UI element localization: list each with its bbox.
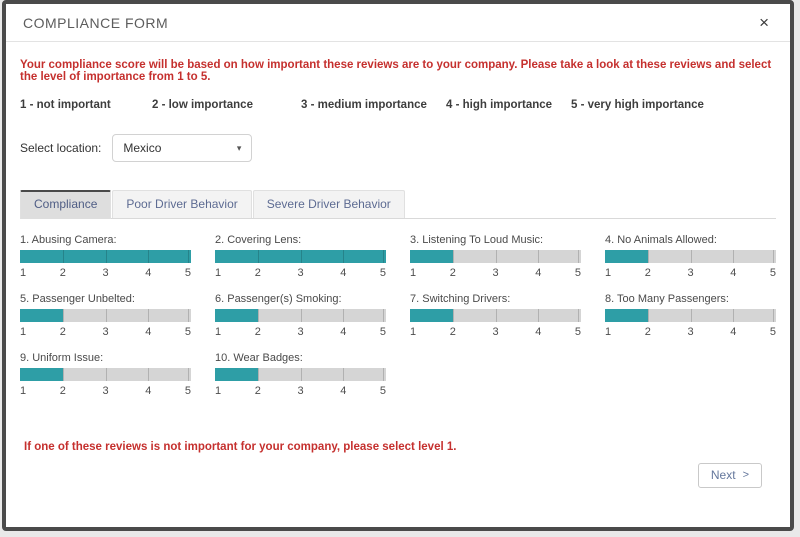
tick-label: 4: [340, 267, 347, 279]
tick-label: 4: [535, 326, 542, 338]
tick-label: 5: [769, 326, 776, 338]
tick-label: 5: [574, 267, 581, 279]
legend-item-3: 3 - medium importance: [301, 99, 427, 111]
importance-slider: [605, 293, 776, 339]
tick-label: 5: [574, 326, 581, 338]
slider-track[interactable]: [20, 309, 191, 322]
tick-label: 5: [184, 267, 191, 279]
slider-track[interactable]: [605, 250, 776, 263]
slider-fill[interactable]: [410, 309, 453, 322]
slider-tick: [691, 250, 692, 263]
slider-tick: [343, 309, 344, 322]
slider-tick: [453, 250, 454, 263]
tick-label: 4: [730, 267, 737, 279]
tick-label: 2: [449, 267, 456, 279]
slider-tick: [578, 250, 579, 263]
tick-label: 5: [379, 326, 386, 338]
importance-slider: [410, 234, 581, 280]
tick-label: 5: [769, 267, 776, 279]
slider-fill[interactable]: [215, 309, 258, 322]
slider-label: 3. Listening To Loud Music:: [410, 234, 544, 246]
slider-track[interactable]: [215, 309, 386, 322]
slider-track[interactable]: [215, 368, 386, 381]
slider-tick-labels: [215, 267, 386, 280]
slider-fill[interactable]: [20, 309, 63, 322]
tick-label: 5: [379, 385, 386, 397]
tick-label: 1: [410, 267, 417, 279]
slider-fill[interactable]: [605, 309, 648, 322]
tick-label: 3: [687, 267, 694, 279]
slider-tick: [496, 250, 497, 263]
slider-tick: [258, 309, 259, 322]
next-button-label: Next: [710, 468, 736, 482]
tick-label: 4: [535, 267, 542, 279]
slider-label: 7. Switching Drivers:: [410, 293, 511, 305]
tick-label: 5: [379, 267, 386, 279]
dialog-title: COMPLIANCE FORM: [23, 14, 169, 31]
slider-tick: [301, 368, 302, 381]
tick-label: 2: [644, 326, 651, 338]
slider-label: 1. Abusing Camera:: [20, 234, 117, 246]
slider-fill[interactable]: [605, 250, 648, 263]
slider-tick-labels: [20, 267, 191, 280]
tick-label: 2: [59, 326, 66, 338]
tab-poor-driver-behavior[interactable]: Poor Driver Behavior: [112, 190, 251, 218]
importance-slider: [20, 234, 191, 280]
slider-tick-labels: [215, 326, 386, 339]
slider-tick: [496, 309, 497, 322]
slider-tick-labels: [20, 326, 191, 339]
tick-label: 1: [20, 385, 27, 397]
slider-tick: [343, 250, 344, 263]
importance-sliders-grid: [20, 234, 776, 398]
slider-track[interactable]: [20, 368, 191, 381]
slider-tick: [538, 309, 539, 322]
slider-tick: [106, 309, 107, 322]
slider-track[interactable]: [410, 309, 581, 322]
tick-label: 2: [254, 267, 261, 279]
tick-label: 1: [215, 326, 222, 338]
slider-tick-labels: [410, 326, 581, 339]
importance-slider: [410, 293, 581, 339]
slider-tick: [343, 368, 344, 381]
tick-label: 5: [184, 385, 191, 397]
slider-tick: [538, 250, 539, 263]
slider-label: 8. Too Many Passengers:: [605, 293, 729, 305]
tick-label: 4: [730, 326, 737, 338]
slider-tick: [106, 368, 107, 381]
tick-label: 4: [145, 385, 152, 397]
dialog-content: [6, 59, 790, 398]
dialog-footer: [698, 463, 762, 488]
slider-tick: [733, 309, 734, 322]
legend-item-4: 4 - high importance: [446, 99, 553, 111]
importance-slider: [215, 234, 386, 280]
slider-tick: [258, 368, 259, 381]
slider-label: 10. Wear Badges:: [215, 352, 303, 364]
tick-label: 2: [254, 326, 261, 338]
slider-tick: [383, 250, 384, 263]
tick-label: 4: [340, 385, 347, 397]
tick-label: 4: [145, 267, 152, 279]
tick-label: 3: [492, 267, 499, 279]
tick-label: 5: [184, 326, 191, 338]
slider-track[interactable]: [20, 250, 191, 263]
slider-label: 9. Uniform Issue:: [20, 352, 104, 364]
slider-label: 2. Covering Lens:: [215, 234, 302, 246]
tabs-row: [20, 190, 776, 219]
tick-label: 3: [687, 326, 694, 338]
tick-label: 1: [605, 267, 612, 279]
chevron-down-icon: ▾: [236, 142, 242, 153]
next-button[interactable]: [698, 463, 762, 488]
slider-tick-labels: [215, 385, 386, 398]
tick-label: 1: [215, 385, 222, 397]
slider-tick: [578, 309, 579, 322]
slider-tick: [453, 309, 454, 322]
slider-tick: [63, 250, 64, 263]
tick-label: 3: [102, 267, 109, 279]
tick-label: 2: [59, 385, 66, 397]
slider-tick: [63, 368, 64, 381]
behavior-tabstrip: [20, 190, 776, 219]
tick-label: 3: [102, 385, 109, 397]
slider-tick-labels: [605, 326, 776, 339]
importance-slider: [215, 293, 386, 339]
slider-tick: [733, 250, 734, 263]
slider-tick-labels: [20, 385, 191, 398]
tick-label: 3: [297, 385, 304, 397]
slider-track[interactable]: [410, 250, 581, 263]
slider-tick-labels: [605, 267, 776, 280]
slider-tick: [148, 250, 149, 263]
tab-compliance[interactable]: Compliance: [20, 190, 111, 219]
slider-tick: [63, 309, 64, 322]
tick-label: 1: [215, 267, 222, 279]
legend-item-2: 2 - low importance: [152, 99, 253, 111]
tab-severe-driver-behavior[interactable]: Severe Driver Behavior: [253, 190, 405, 218]
tick-label: 3: [297, 326, 304, 338]
slider-tick: [691, 309, 692, 322]
importance-scale-legend: [20, 99, 776, 111]
slider-tick: [773, 250, 774, 263]
close-icon[interactable]: ×: [759, 13, 769, 32]
slider-track[interactable]: [605, 309, 776, 322]
importance-slider: [605, 234, 776, 280]
legend-item-1: 1 - not important: [20, 99, 111, 111]
importance-slider: [20, 352, 191, 398]
slider-fill[interactable]: [20, 368, 63, 381]
slider-tick: [648, 250, 649, 263]
slider-label: 5. Passenger Unbelted:: [20, 293, 135, 305]
slider-tick: [773, 309, 774, 322]
tick-label: 2: [449, 326, 456, 338]
slider-track[interactable]: [215, 250, 386, 263]
tick-label: 2: [59, 267, 66, 279]
tick-label: 1: [20, 326, 27, 338]
slider-tick: [188, 368, 189, 381]
location-dropdown[interactable]: [112, 134, 252, 162]
tick-label: 4: [340, 326, 347, 338]
tick-label: 3: [102, 326, 109, 338]
chevron-right-icon: >: [742, 469, 749, 481]
slider-tick: [188, 250, 189, 263]
tick-label: 1: [605, 326, 612, 338]
location-label: Select location:: [20, 141, 102, 155]
slider-fill[interactable]: [215, 368, 258, 381]
tick-label: 1: [410, 326, 417, 338]
location-selected-value: Mexico: [123, 141, 162, 155]
slider-tick: [383, 368, 384, 381]
bottom-instruction-text: If one of these reviews is not important for your company, please select level 1.: [24, 441, 457, 453]
slider-tick: [106, 250, 107, 263]
legend-item-5: 5 - very high importance: [571, 99, 704, 111]
tick-label: 2: [254, 385, 261, 397]
slider-label: 4. No Animals Allowed:: [605, 234, 717, 246]
slider-tick: [148, 309, 149, 322]
slider-tick: [301, 309, 302, 322]
compliance-form-dialog: [2, 0, 794, 531]
slider-tick-labels: [410, 267, 581, 280]
slider-tick: [648, 309, 649, 322]
importance-slider: [215, 352, 386, 398]
top-instruction-text: Your compliance score will be based on how important these reviews are to your company. Please take a look at these reviews and select the level of importance from 1 to 5.: [20, 59, 772, 83]
dialog-header: [6, 4, 790, 42]
slider-tick: [383, 309, 384, 322]
location-row: [20, 134, 776, 162]
tick-label: 4: [145, 326, 152, 338]
slider-tick: [188, 309, 189, 322]
tick-label: 2: [644, 267, 651, 279]
slider-fill[interactable]: [410, 250, 453, 263]
importance-slider: [20, 293, 191, 339]
slider-tick: [148, 368, 149, 381]
tick-label: 1: [20, 267, 27, 279]
tick-label: 3: [297, 267, 304, 279]
tick-label: 3: [492, 326, 499, 338]
slider-tick: [258, 250, 259, 263]
slider-tick: [301, 250, 302, 263]
slider-label: 6. Passenger(s) Smoking:: [215, 293, 342, 305]
